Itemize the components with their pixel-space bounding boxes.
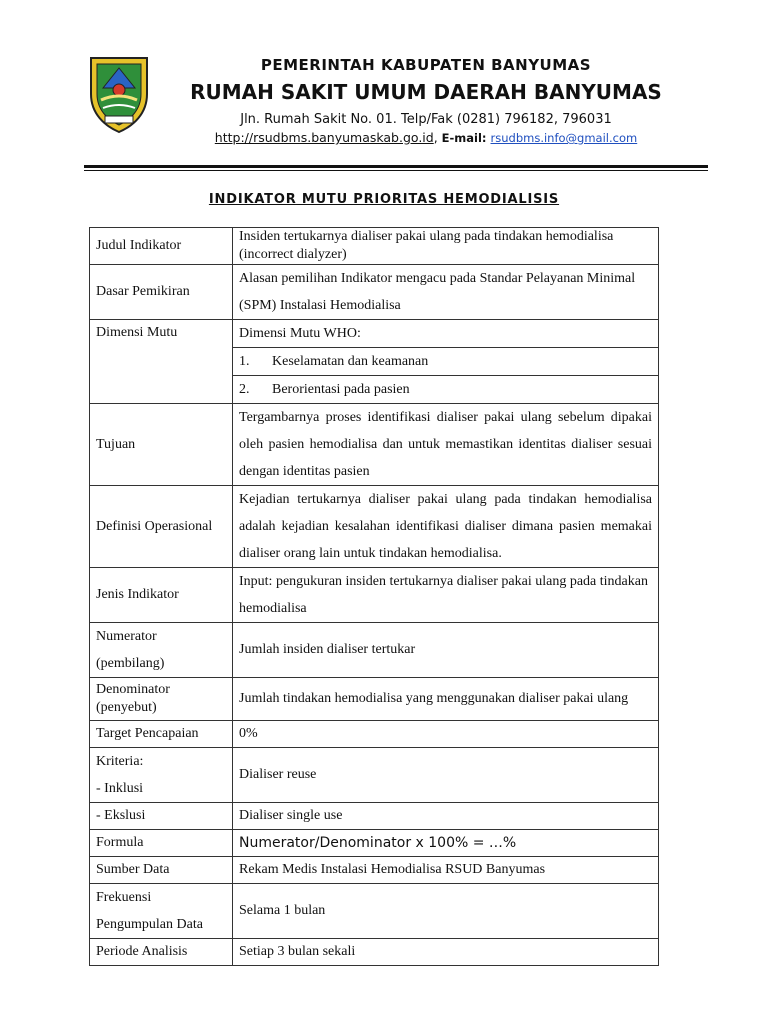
row-label: Formula: [90, 830, 233, 857]
row-value: Rekam Medis Instalasi Hemodialisa RSUD Banyumas: [233, 857, 659, 884]
row-value: Alasan pemilihan Indikator mengacu pada Standar Pelayanan Minimal (SPM) Instalasi Hemodialisa: [233, 265, 659, 320]
row-label-line: (pembilang): [96, 656, 165, 671]
row-value: Dimensi Mutu WHO:: [233, 320, 659, 348]
table-row: [90, 228, 659, 265]
row-value: Dialiser reuse: [233, 748, 659, 803]
document-title: INDIKATOR MUTU PRIORITAS HEMODIALISIS: [208, 192, 560, 207]
table-row: [90, 884, 659, 939]
table-row: [90, 320, 659, 348]
row-label: Dasar Pemikiran: [90, 265, 233, 320]
row-label-line: (penyebut): [96, 700, 157, 715]
row-label: Dimensi Mutu: [90, 320, 233, 404]
list-item: [233, 376, 659, 404]
table-row: [90, 265, 659, 320]
row-value: Insiden tertukarnya dialiser pakai ulang pada tindakan hemodialisa (incorrect dialyzer): [233, 228, 659, 265]
row-label-line: Pengumpulan Data: [96, 917, 203, 932]
indicator-table: [89, 227, 659, 966]
row-value: Dialiser single use: [233, 803, 659, 830]
table-row: [90, 568, 659, 623]
row-label-line: Frekuensi: [96, 890, 152, 905]
row-label: Target Pencapaian: [90, 721, 233, 748]
row-label: [90, 884, 233, 939]
website-link[interactable]: http://rsudbms.banyumaskab.go.id: [214, 130, 434, 145]
row-label: Jenis Indikator: [90, 568, 233, 623]
row-label-line: - Inklusi: [96, 781, 144, 796]
row-label: Sumber Data: [90, 857, 233, 884]
row-value: Setiap 3 bulan sekali: [233, 939, 659, 966]
hospital-name: RUMAH SAKIT UMUM DAERAH BANYUMAS: [190, 80, 662, 104]
table-row: [90, 623, 659, 678]
row-value: Numerator/Denominator x 100% = …%: [233, 830, 659, 857]
row-label: [90, 678, 233, 721]
row-label: Periode Analisis: [90, 939, 233, 966]
list-text: Keselamatan dan keamanan: [272, 353, 429, 369]
row-value: 0%: [233, 721, 659, 748]
row-label: Judul Indikator: [90, 228, 233, 265]
table-row: [90, 486, 659, 568]
list-item: [233, 348, 659, 376]
row-value: Selama 1 bulan: [233, 884, 659, 939]
email-label: E-mail:: [441, 131, 487, 145]
contact-line: http://rsudbms.banyumaskab.go.id, E-mail: rsudbms.info@gmail.com: [214, 130, 638, 145]
table-row: [90, 857, 659, 884]
letterhead-text: [160, 54, 692, 145]
letterhead-rule-thick: [84, 165, 708, 168]
list-number: 2.: [239, 381, 250, 397]
table-row: [90, 404, 659, 486]
hospital-address: Jln. Rumah Sakit No. 01. Telp/Fak (0281) 796182, 796031: [240, 112, 612, 127]
row-value: Input: pengukuran insiden tertukarnya dialiser pakai ulang pada tindakan hemodialisa: [233, 568, 659, 623]
list-number: 1.: [239, 353, 250, 369]
table-row: [90, 748, 659, 803]
row-label: [90, 623, 233, 678]
email-link[interactable]: rsudbms.info@gmail.com: [490, 131, 638, 145]
row-value: Tergambarnya proses identifikasi dialiser pakai ulang sebelum dipakai oleh pasien hemodialisa dan untuk memastikan identitas dialiser sesuai dengan identitas pasien: [233, 404, 659, 486]
list-text: Berorientasi pada pasien: [272, 381, 410, 397]
government-name: PEMERINTAH KABUPATEN BANYUMAS: [260, 56, 592, 74]
letterhead-rule-thin: [84, 170, 708, 171]
table-row: [90, 939, 659, 966]
row-label-line: Kriteria:: [96, 754, 144, 769]
row-value: Jumlah insiden dialiser tertukar: [233, 623, 659, 678]
table-row: [90, 803, 659, 830]
row-label: Definisi Operasional: [90, 486, 233, 568]
row-value: Kejadian tertukarnya dialiser pakai ulang pada tindakan hemodialisa adalah kejadian kesalahan identifikasi dialiser dimana pasien memakai dialiser orang lain untuk tindakan hemodialisa.: [233, 486, 659, 568]
row-label: Tujuan: [90, 404, 233, 486]
table-row: [90, 830, 659, 857]
banyumas-emblem-icon: [83, 54, 155, 134]
row-value: Jumlah tindakan hemodialisa yang menggunakan dialiser pakai ulang: [233, 678, 659, 721]
letterhead: [0, 0, 768, 180]
table-row: [90, 721, 659, 748]
row-label-line: Numerator: [96, 629, 157, 644]
table-row: [90, 678, 659, 721]
row-label: - Ekslusi: [90, 803, 233, 830]
row-label: [90, 748, 233, 803]
row-label-line: Denominator: [96, 682, 170, 697]
